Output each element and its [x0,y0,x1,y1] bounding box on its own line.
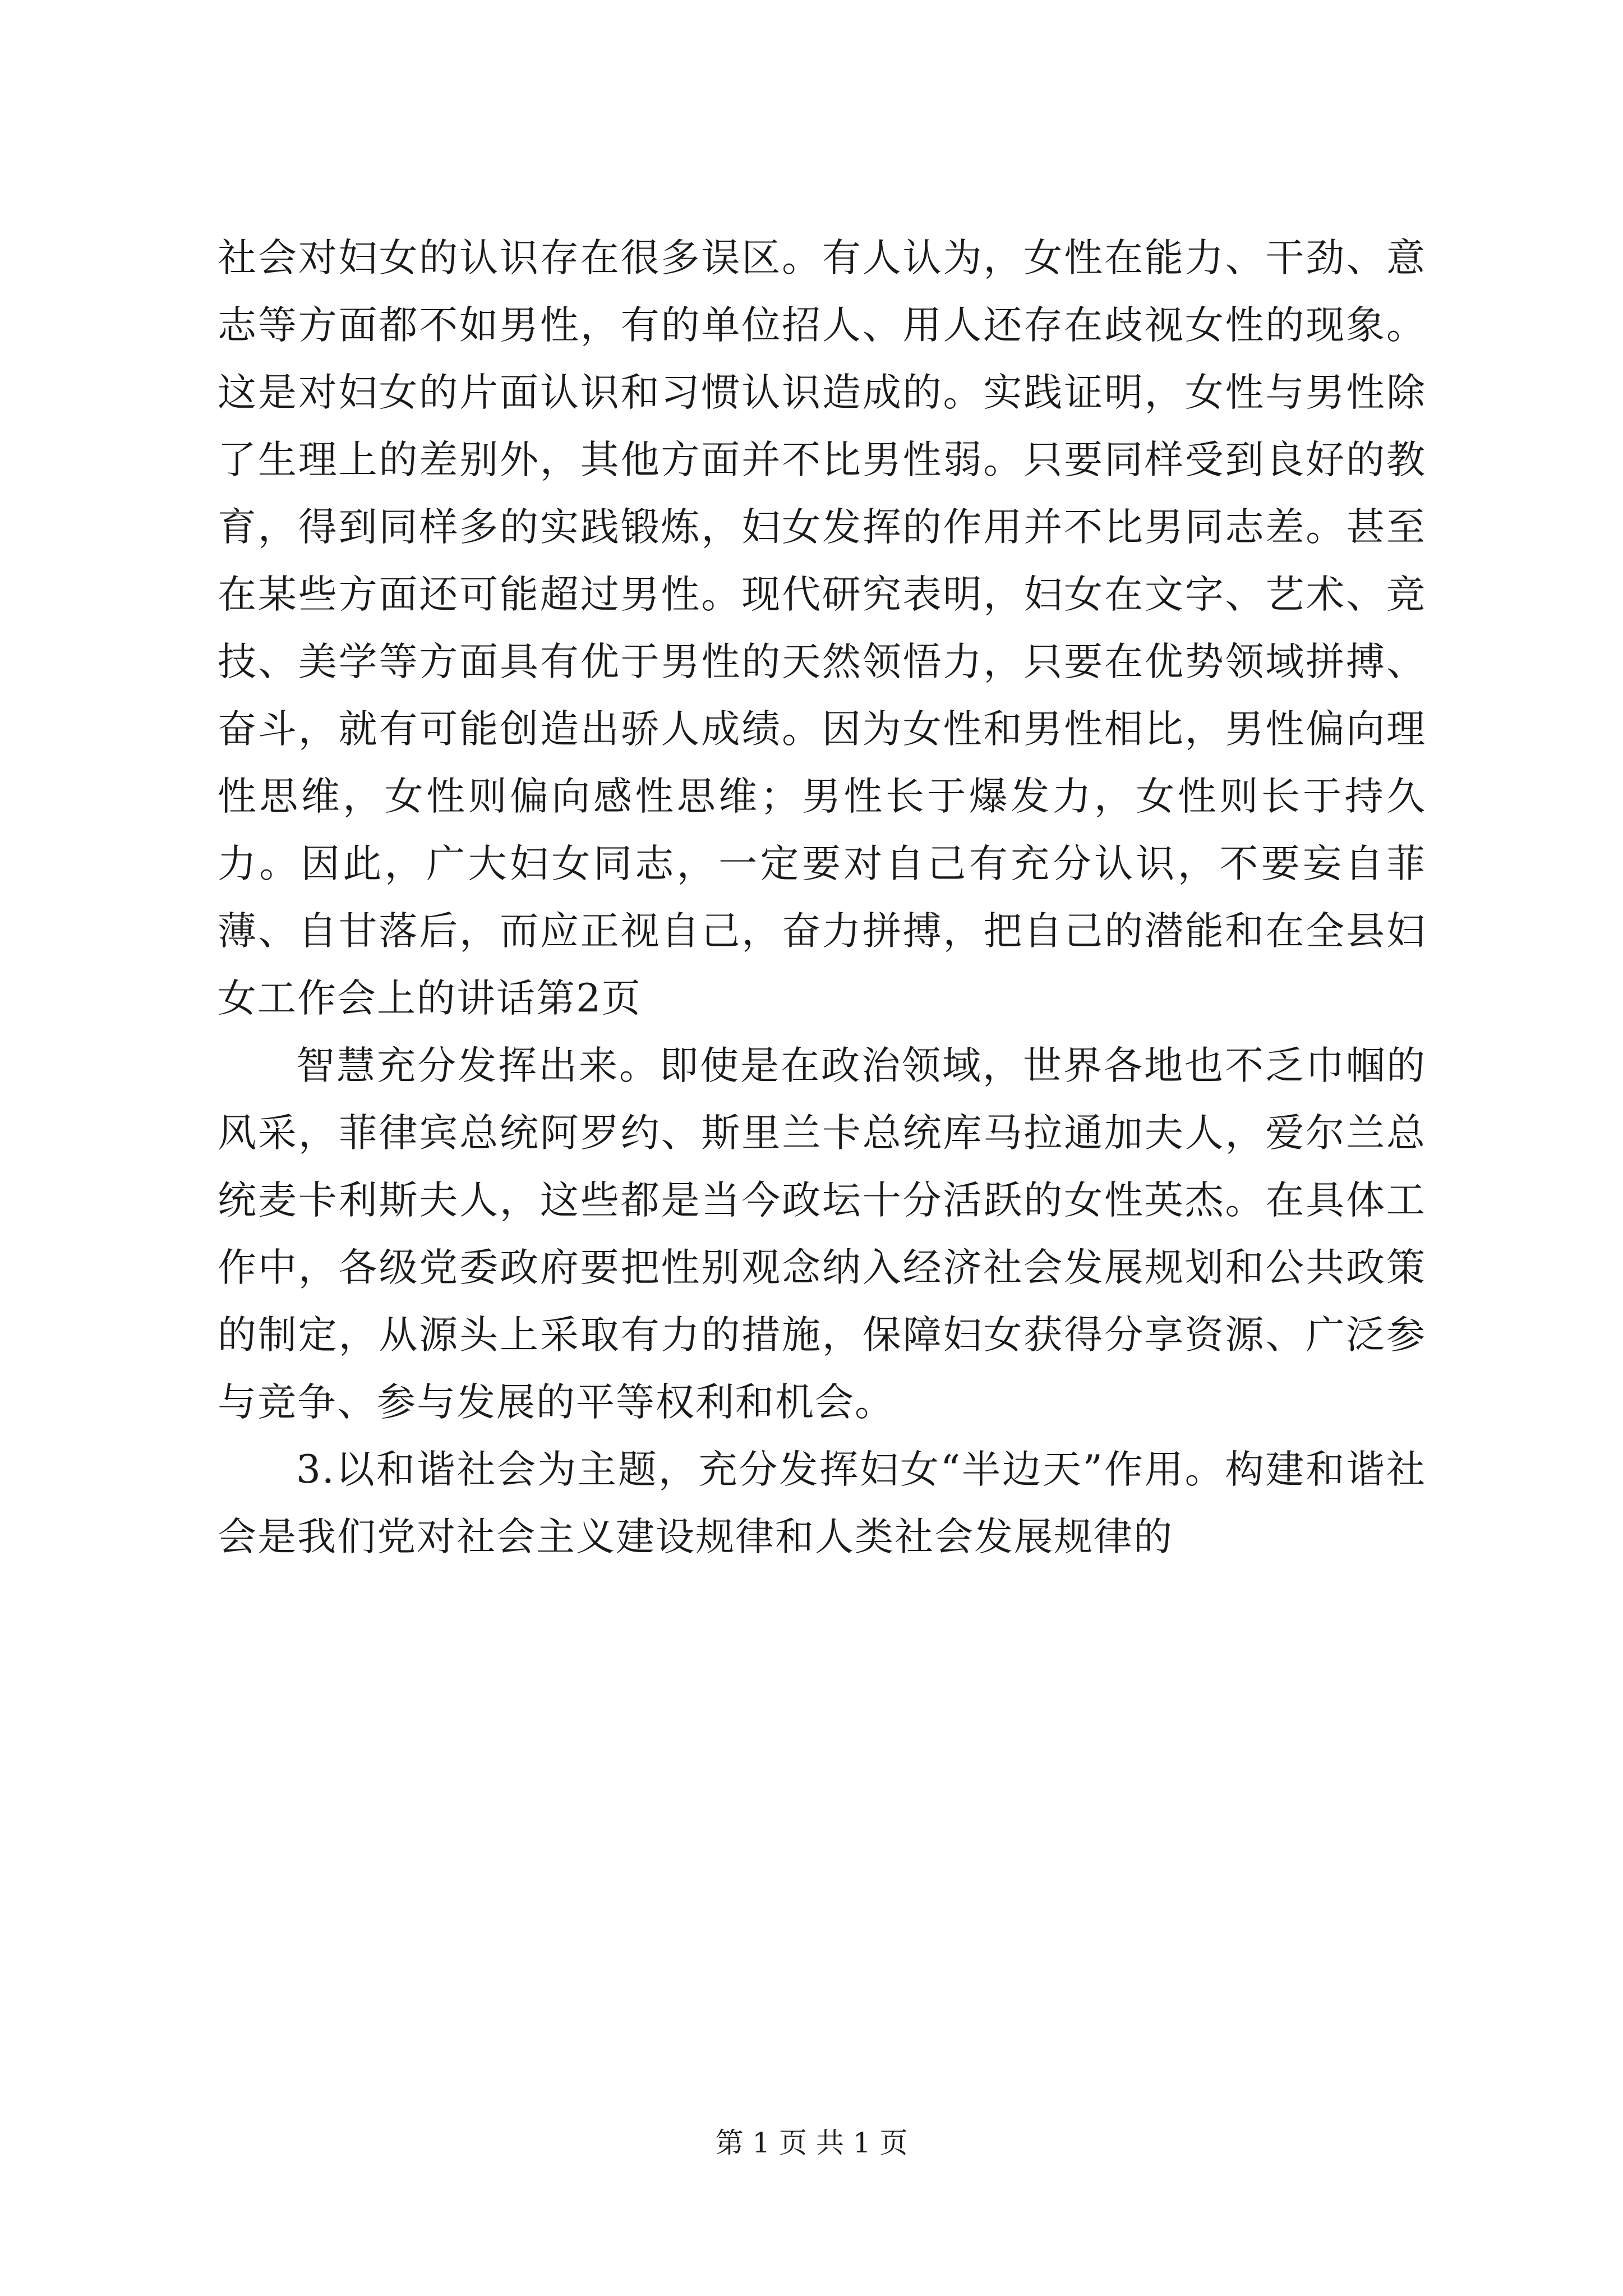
paragraph-continuation: 社会对妇女的认识存在很多误区。有人认为，女性在能力、干劲、意志等方面都不如男性，有的单位招人、用人还存在歧视女性的现象。这是对妇女的片面认识和习惯认识造成的。实践证明，女性与男性除了生理上的差别外，其他方面并不比男性弱。只要同样受到良好的教育，得到同样多的实践锻炼，妇女发挥的作用并不比男同志差。甚至在某些方面还可能超过男性。现代研究表明，妇女在文字、艺术、竞技、美学等方面具有优于男性的天然领悟力，只要在优势领域拼搏、奋斗，就有可能创造出骄人成绩。因为女性和男性相比，男性偏向理性思维，女性则偏向感性思维；男性长于爆发力，女性则长于持久力。因此，广大妇女同志，一定要对自己有充分认识，不要妄自菲薄、自甘落后，而应正视自己，奋力拼搏，把自己的潜能和在全县妇女工作会上的讲话第2页 [218,236,1426,1021]
page-footer: 第 1 页 共 1 页 [715,2127,908,2159]
document-body [218,224,1426,1571]
paragraph-harmonious-society: 3.以和谐社会为主题，充分发挥妇女“半边天”作用。构建和谐社会是我们党对社会主义建设规律和人类社会发展规律的 [218,1447,1426,1559]
paragraph-political-field: 智慧充分发挥出来。即使是在政治领域，世界各地也不乏巾帼的风采，菲律宾总统阿罗约、斯里兰卡总统库马拉通加夫人，爱尔兰总统麦卡利斯夫人，这些都是当今政坛十分活跃的女性英杰。在具体工作中，各级党委政府要把性别观念纳入经济社会发展规划和公共政策的制定，从源头上采取有力的措施，保障妇女获得分享资源、广泛参与竞争、参与发展的平等权利和机会。 [218,1043,1426,1425]
